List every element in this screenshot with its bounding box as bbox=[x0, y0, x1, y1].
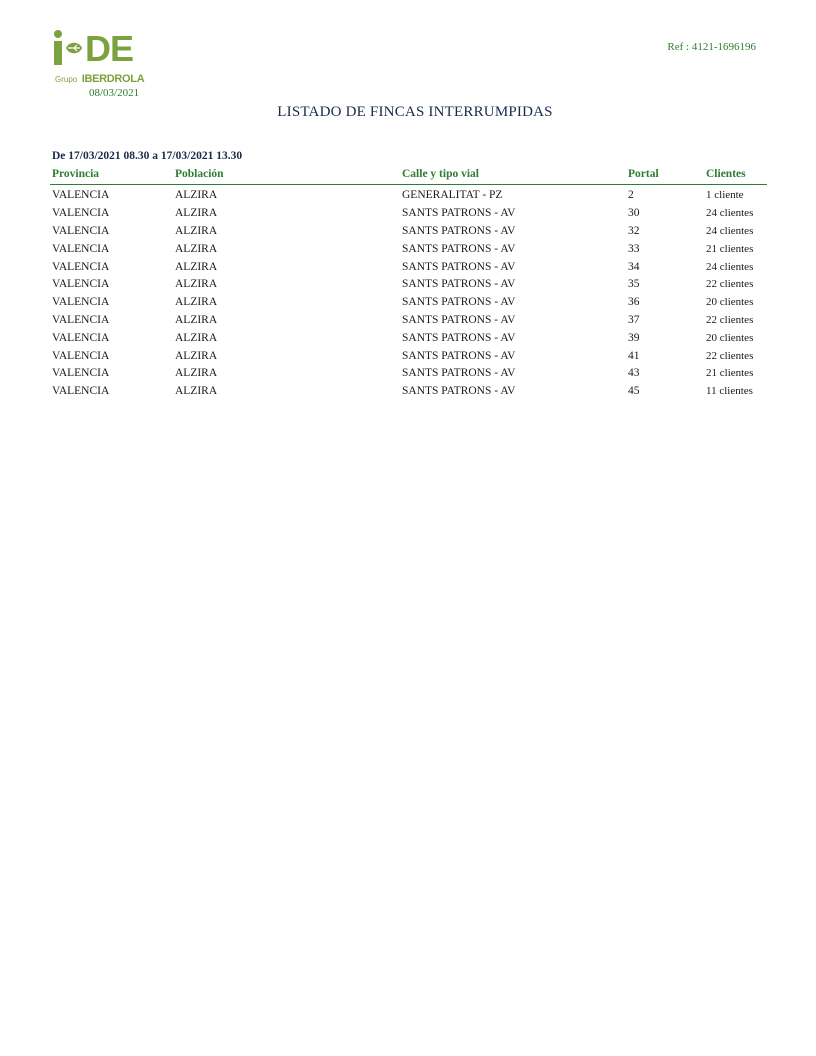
cell-provincia: VALENCIA bbox=[52, 260, 110, 273]
table-row bbox=[50, 329, 767, 347]
logo-mark bbox=[54, 30, 133, 68]
cell-calle: SANTS PATRONS - AV bbox=[402, 296, 516, 309]
logo-subtitle bbox=[55, 69, 144, 87]
cell-poblacion: ALZIRA bbox=[175, 242, 218, 255]
table-row bbox=[50, 347, 767, 365]
cell-portal: 33 bbox=[628, 242, 640, 255]
cell-clientes: 22 clientes bbox=[706, 278, 754, 291]
logo-letter-i bbox=[54, 30, 63, 68]
logo-company-text: IBERDROLA bbox=[81, 73, 145, 85]
cell-poblacion: ALZIRA bbox=[175, 349, 218, 362]
cell-provincia: VALENCIA bbox=[52, 207, 110, 220]
cell-calle: SANTS PATRONS - AV bbox=[402, 349, 516, 362]
cell-clientes: 21 clientes bbox=[706, 367, 754, 380]
column-header-provincia: Provincia bbox=[50, 165, 173, 185]
cell-portal: 45 bbox=[628, 385, 640, 398]
cell-portal: 39 bbox=[628, 331, 640, 344]
document-title: LISTADO DE FINCAS INTERRUMPIDAS bbox=[277, 104, 553, 120]
interruption-period: De 17/03/2021 08.30 a 17/03/2021 13.30 bbox=[52, 150, 243, 162]
issue-date: 08/03/2021 bbox=[89, 87, 140, 99]
table-row bbox=[50, 185, 767, 205]
cell-portal: 34 bbox=[628, 260, 640, 273]
cell-calle: SANTS PATRONS - AV bbox=[402, 385, 516, 398]
cell-calle: SANTS PATRONS - AV bbox=[402, 260, 516, 273]
cell-clientes: 24 clientes bbox=[706, 224, 754, 237]
table-row bbox=[50, 365, 767, 383]
cell-calle: GENERALITAT - PZ bbox=[402, 189, 503, 202]
column-header-clientes: Clientes bbox=[704, 165, 767, 185]
cell-poblacion: ALZIRA bbox=[175, 224, 218, 237]
cell-calle: SANTS PATRONS - AV bbox=[402, 331, 516, 344]
interrupted-properties-table bbox=[50, 165, 767, 401]
cell-poblacion: ALZIRA bbox=[175, 385, 218, 398]
cell-provincia: VALENCIA bbox=[52, 331, 110, 344]
column-header-poblacion: Población bbox=[173, 165, 400, 185]
cell-portal: 43 bbox=[628, 367, 640, 380]
cell-provincia: VALENCIA bbox=[52, 242, 110, 255]
table-row bbox=[50, 276, 767, 294]
column-header-portal: Portal bbox=[626, 165, 704, 185]
table-row bbox=[50, 205, 767, 223]
table-header-row bbox=[50, 165, 767, 185]
cell-calle: SANTS PATRONS - AV bbox=[402, 313, 516, 326]
column-header-calle: Calle y tipo vial bbox=[400, 165, 626, 185]
cell-poblacion: ALZIRA bbox=[175, 313, 218, 326]
cell-calle: SANTS PATRONS - AV bbox=[402, 207, 516, 220]
cell-provincia: VALENCIA bbox=[52, 349, 110, 362]
cell-clientes: 24 clientes bbox=[706, 260, 754, 273]
logo-letters-de: DE bbox=[85, 28, 134, 69]
cell-clientes: 20 clientes bbox=[706, 296, 754, 309]
cell-poblacion: ALZIRA bbox=[175, 260, 218, 273]
cell-portal: 36 bbox=[628, 296, 640, 309]
table-row bbox=[50, 312, 767, 330]
cell-clientes: 21 clientes bbox=[706, 242, 754, 255]
cell-provincia: VALENCIA bbox=[52, 296, 110, 309]
table-row bbox=[50, 258, 767, 276]
table-row bbox=[50, 223, 767, 241]
cell-portal: 37 bbox=[628, 313, 640, 326]
cell-clientes: 20 clientes bbox=[706, 331, 754, 344]
cell-portal: 35 bbox=[628, 278, 640, 291]
cell-provincia: VALENCIA bbox=[52, 367, 110, 380]
cell-clientes: 22 clientes bbox=[706, 349, 754, 362]
cell-poblacion: ALZIRA bbox=[175, 207, 218, 220]
cell-provincia: VALENCIA bbox=[52, 189, 110, 202]
cell-provincia: VALENCIA bbox=[52, 278, 110, 291]
cell-provincia: VALENCIA bbox=[52, 313, 110, 326]
cell-calle: SANTS PATRONS - AV bbox=[402, 224, 516, 237]
cell-portal: 32 bbox=[628, 224, 640, 237]
reference-number: Ref : 4121-1696196 bbox=[667, 41, 756, 53]
cell-poblacion: ALZIRA bbox=[175, 296, 218, 309]
cell-clientes: 24 clientes bbox=[706, 207, 754, 220]
cell-calle: SANTS PATRONS - AV bbox=[402, 367, 516, 380]
cell-clientes: 1 cliente bbox=[706, 189, 744, 202]
cell-portal: 2 bbox=[628, 189, 634, 202]
cell-clientes: 22 clientes bbox=[706, 313, 754, 326]
cell-poblacion: ALZIRA bbox=[175, 189, 218, 202]
cell-clientes: 11 clientes bbox=[706, 385, 753, 398]
company-logo bbox=[54, 30, 154, 90]
cell-calle: SANTS PATRONS - AV bbox=[402, 242, 516, 255]
leaf-icon bbox=[63, 30, 85, 68]
cell-poblacion: ALZIRA bbox=[175, 367, 218, 380]
cell-provincia: VALENCIA bbox=[52, 385, 110, 398]
table-row bbox=[50, 294, 767, 312]
cell-calle: SANTS PATRONS - AV bbox=[402, 278, 516, 291]
cell-poblacion: ALZIRA bbox=[175, 331, 218, 344]
cell-poblacion: ALZIRA bbox=[175, 278, 218, 291]
cell-provincia: VALENCIA bbox=[52, 224, 110, 237]
table-body bbox=[50, 185, 767, 401]
cell-portal: 41 bbox=[628, 349, 640, 362]
table-row bbox=[50, 383, 767, 401]
logo-grupo-text: Grupo bbox=[55, 75, 78, 84]
table-row bbox=[50, 240, 767, 258]
cell-portal: 30 bbox=[628, 207, 640, 220]
